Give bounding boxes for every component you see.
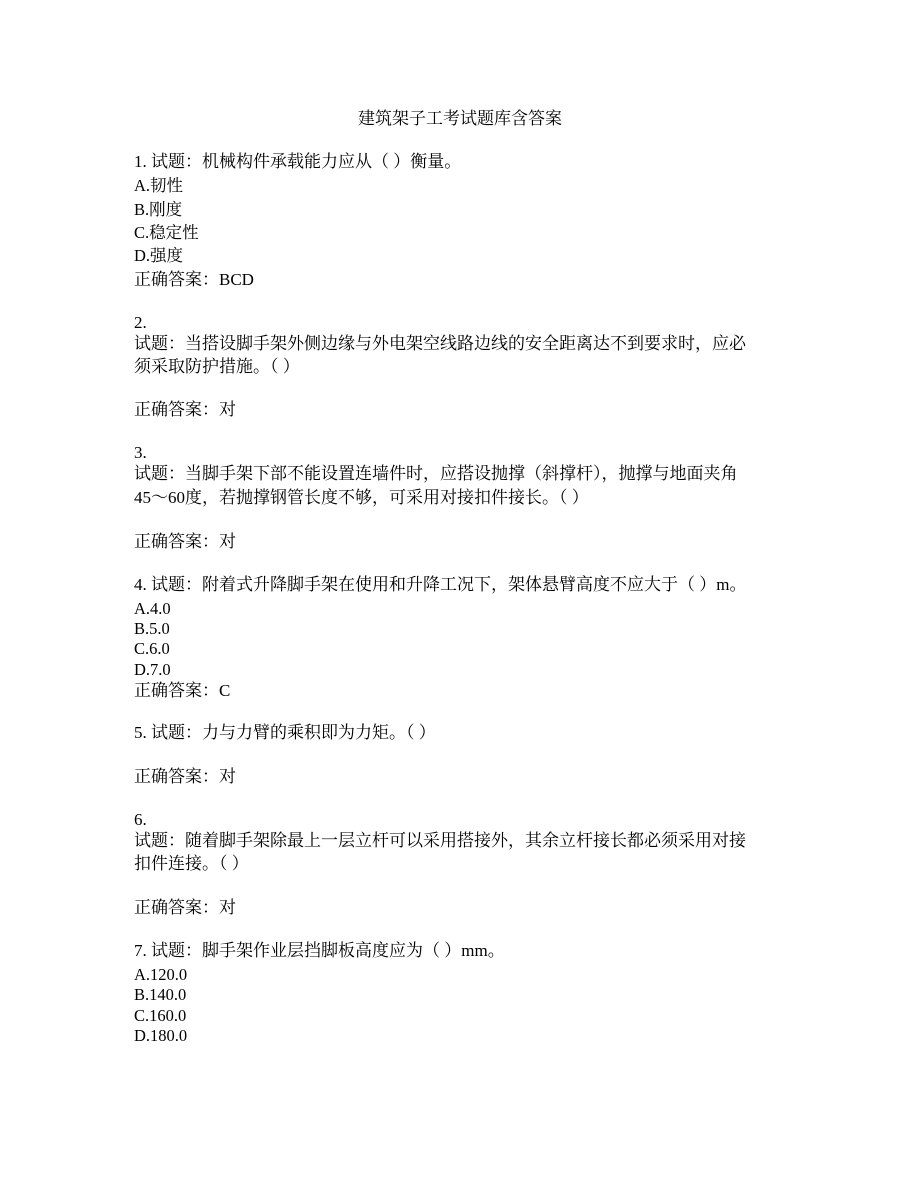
question-1-option-b: B.刚度 <box>134 200 183 219</box>
question-2-number: 2. <box>134 313 147 332</box>
question-6-answer: 正确答案：对 <box>134 898 236 917</box>
question-5-answer: 正确答案：对 <box>134 767 236 786</box>
question-7-option-d: D.180.0 <box>134 1026 188 1045</box>
question-1-option-a: A.韧性 <box>134 176 184 195</box>
question-4-option-a: A.4.0 <box>134 599 171 618</box>
question-2-stem-line-2: 须采取防护措施。（ ） <box>134 357 300 376</box>
question-7-option-b: B.140.0 <box>134 985 187 1004</box>
question-1-answer: 正确答案：BCD <box>134 270 254 289</box>
question-1-option-c: C.稳定性 <box>134 223 199 242</box>
question-1-stem: 1. 试题：机械构件承载能力应从（ ）衡量。 <box>134 152 462 171</box>
question-3-stem-line-2: 45～60度，若抛撑钢管长度不够，可采用对接扣件接长。（ ） <box>134 488 589 507</box>
question-3-stem-line-1: 试题：当脚手架下部不能设置连墙件时，应搭设抛撑（斜撑杆），抛撑与地面夹角 <box>134 464 738 483</box>
question-5-stem: 5. 试题：力与力臂的乘积即为力矩。（ ） <box>134 723 436 742</box>
document-title: 建筑架子工考试题库含答案 <box>358 109 562 128</box>
question-7-option-c: C.160.0 <box>134 1006 187 1025</box>
question-6-stem-line-2: 扣件连接。（ ） <box>134 854 249 873</box>
question-4-option-c: C.6.0 <box>134 639 170 658</box>
question-7-option-a: A.120.0 <box>134 965 188 984</box>
question-3-answer: 正确答案：对 <box>134 532 236 551</box>
question-4-option-b: B.5.0 <box>134 619 170 638</box>
question-3-number: 3. <box>134 443 147 462</box>
question-2-stem-line-1: 试题：当搭设脚手架外侧边缘与外电架空线路边线的安全距离达不到要求时，应必 <box>134 334 746 353</box>
question-4-option-d: D.7.0 <box>134 660 171 679</box>
question-6-number: 6. <box>134 810 147 829</box>
question-4-answer: 正确答案：C <box>134 681 231 700</box>
question-7-stem: 7. 试题：脚手架作业层挡脚板高度应为（ ）mm。 <box>134 941 505 960</box>
question-6-stem-line-1: 试题：随着脚手架除最上一层立杆可以采用搭接外，其余立杆接长都必须采用对接 <box>134 831 746 850</box>
question-4-stem: 4. 试题：附着式升降脚手架在使用和升降工况下，架体悬臂高度不应大于（ ）m。 <box>134 575 747 594</box>
question-2-answer: 正确答案：对 <box>134 400 236 419</box>
question-1-option-d: D.强度 <box>134 246 184 265</box>
